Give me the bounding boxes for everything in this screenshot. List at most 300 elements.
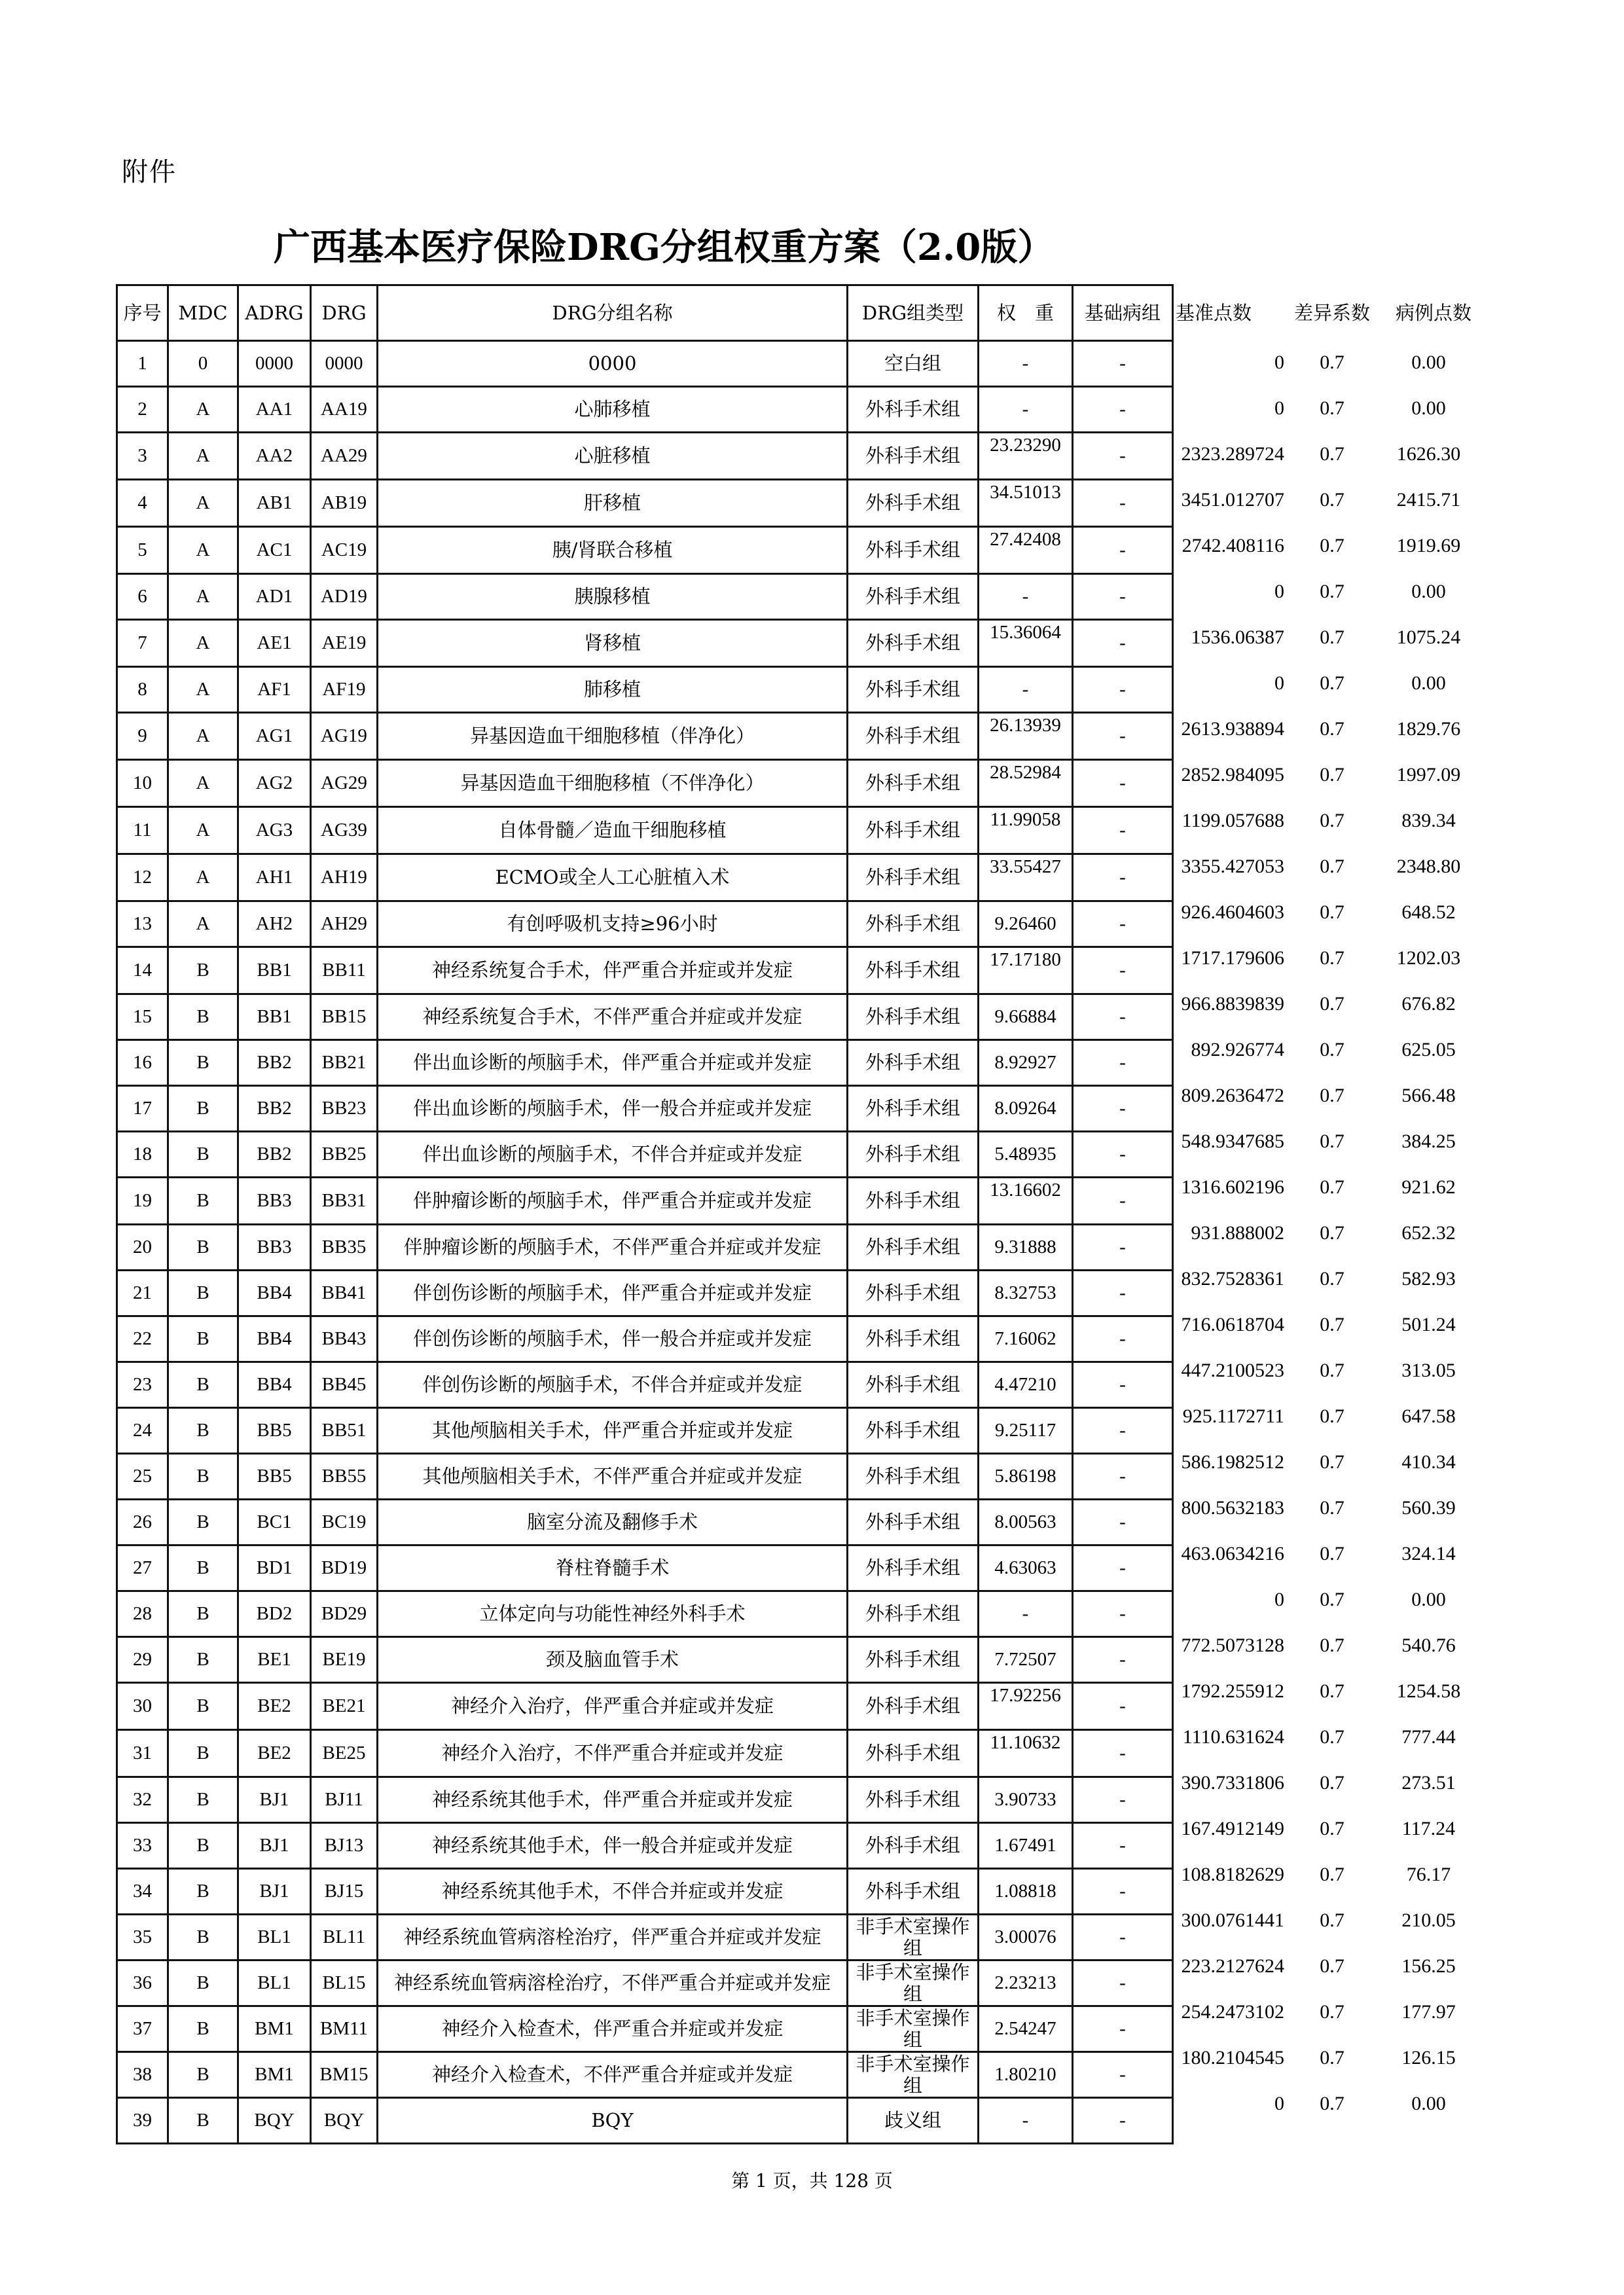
cell-base-points: 716.0618704 bbox=[1181, 1314, 1284, 1335]
table-row bbox=[117, 994, 1173, 1040]
cell-base-group: - bbox=[1073, 1132, 1173, 1178]
cell-case-points: 1626.30 bbox=[1396, 443, 1461, 465]
cell-base-points: 390.7331806 bbox=[1181, 1772, 1284, 1794]
cell-case-points: 156.25 bbox=[1401, 1955, 1456, 1977]
cell-base-group: - bbox=[1073, 1730, 1173, 1777]
header-drg: DRG bbox=[311, 285, 378, 341]
cell-weight: 34.51013 bbox=[979, 480, 1073, 527]
cell-base-points: 966.8839839 bbox=[1181, 993, 1284, 1015]
cell-base-group: - bbox=[1073, 1637, 1173, 1683]
cell-base-group: - bbox=[1073, 807, 1173, 854]
cell-case-points: 313.05 bbox=[1401, 1360, 1456, 1381]
cell-base-points: 167.4912149 bbox=[1181, 1818, 1284, 1839]
cell-name: BQY bbox=[378, 2098, 848, 2144]
cell-mdc: B bbox=[168, 1545, 238, 1591]
cell-type: 外科手术组 bbox=[848, 667, 979, 713]
cell-base-group: - bbox=[1073, 1225, 1173, 1271]
cell-drg: 0000 bbox=[311, 341, 378, 387]
cell-type: 非手术室操作组 bbox=[848, 1915, 979, 1961]
outside-row bbox=[1172, 340, 1499, 386]
cell-base-group: - bbox=[1073, 947, 1173, 994]
cell-case-points: 273.51 bbox=[1401, 1772, 1456, 1794]
table-row bbox=[117, 901, 1173, 947]
cell-base-group: - bbox=[1073, 2098, 1173, 2144]
cell-drg: BB15 bbox=[311, 994, 378, 1040]
cell-diff-coef: 0.7 bbox=[1320, 443, 1344, 465]
cell-drg: BB41 bbox=[311, 1271, 378, 1316]
cell-drg: BE21 bbox=[311, 1683, 378, 1730]
cell-drg: BQY bbox=[311, 2098, 378, 2144]
cell-base-points: 586.1982512 bbox=[1181, 1451, 1284, 1473]
cell-seq: 27 bbox=[117, 1545, 168, 1591]
table-row bbox=[117, 2006, 1173, 2052]
cell-mdc: B bbox=[168, 994, 238, 1040]
cell-seq: 7 bbox=[117, 620, 168, 667]
cell-drg: BM15 bbox=[311, 2052, 378, 2098]
cell-diff-coef: 0.7 bbox=[1320, 1360, 1344, 1381]
cell-type: 外科手术组 bbox=[848, 527, 979, 574]
cell-weight: 3.90733 bbox=[979, 1777, 1073, 1823]
cell-adrg: BE1 bbox=[238, 1637, 311, 1683]
cell-name: 伴肿瘤诊断的颅脑手术，不伴严重合并症或并发症 bbox=[378, 1225, 848, 1271]
cell-drg: BB25 bbox=[311, 1132, 378, 1178]
table-row bbox=[117, 1591, 1173, 1637]
outside-row bbox=[1172, 1806, 1499, 1852]
cell-name: 异基因造血干细胞移植（伴净化） bbox=[378, 713, 848, 760]
cell-weight: 9.26460 bbox=[979, 901, 1073, 947]
cell-name: 胰腺移植 bbox=[378, 574, 848, 620]
cell-weight: 9.31888 bbox=[979, 1225, 1073, 1271]
cell-base-points: 254.2473102 bbox=[1181, 2001, 1284, 2023]
outside-row bbox=[1172, 844, 1499, 890]
cell-base-group: - bbox=[1073, 1408, 1173, 1454]
cell-name: 伴出血诊断的颅脑手术，伴一般合并症或并发症 bbox=[378, 1086, 848, 1132]
cell-adrg: BB2 bbox=[238, 1132, 311, 1178]
cell-base-points: 0 bbox=[1274, 581, 1284, 602]
cell-name: ECMO或全人工心脏植入术 bbox=[378, 854, 848, 901]
cell-mdc: B bbox=[168, 947, 238, 994]
cell-base-group: - bbox=[1073, 433, 1173, 480]
cell-mdc: A bbox=[168, 760, 238, 807]
cell-adrg: BC1 bbox=[238, 1500, 311, 1545]
cell-type: 外科手术组 bbox=[848, 480, 979, 527]
outside-row bbox=[1172, 1943, 1499, 1989]
cell-weight: 7.72507 bbox=[979, 1637, 1073, 1683]
cell-seq: 36 bbox=[117, 1961, 168, 2006]
cell-base-group: - bbox=[1073, 574, 1173, 620]
cell-adrg: BB5 bbox=[238, 1408, 311, 1454]
cell-adrg: BB5 bbox=[238, 1454, 311, 1500]
cell-base-group: - bbox=[1073, 1591, 1173, 1637]
cell-base-group: - bbox=[1073, 760, 1173, 807]
cell-diff-coef: 0.7 bbox=[1320, 1268, 1344, 1290]
cell-drg: AE19 bbox=[311, 620, 378, 667]
outside-row bbox=[1172, 890, 1499, 935]
cell-adrg: BD1 bbox=[238, 1545, 311, 1591]
table-row bbox=[117, 2098, 1173, 2144]
cell-base-points: 548.9347685 bbox=[1181, 1130, 1284, 1152]
cell-type: 外科手术组 bbox=[848, 387, 979, 433]
outside-row bbox=[1172, 1852, 1499, 1898]
cell-base-group: - bbox=[1073, 1869, 1173, 1915]
cell-case-points: 410.34 bbox=[1401, 1451, 1456, 1473]
cell-type: 外科手术组 bbox=[848, 1683, 979, 1730]
cell-type: 外科手术组 bbox=[848, 1730, 979, 1777]
cell-adrg: BB4 bbox=[238, 1271, 311, 1316]
cell-weight: 1.80210 bbox=[979, 2052, 1073, 2098]
cell-adrg: BB4 bbox=[238, 1362, 311, 1408]
cell-drg: BB31 bbox=[311, 1178, 378, 1225]
cell-mdc: B bbox=[168, 1683, 238, 1730]
cell-case-points: 0.00 bbox=[1411, 397, 1446, 419]
cell-drg: AG29 bbox=[311, 760, 378, 807]
cell-type: 外科手术组 bbox=[848, 1500, 979, 1545]
table-row bbox=[117, 1040, 1173, 1086]
cell-weight: 9.66884 bbox=[979, 994, 1073, 1040]
cell-adrg: BB4 bbox=[238, 1316, 311, 1362]
cell-diff-coef: 0.7 bbox=[1320, 1085, 1344, 1106]
cell-name: 肝移植 bbox=[378, 480, 848, 527]
outside-row bbox=[1172, 1165, 1499, 1210]
table-row bbox=[117, 854, 1173, 901]
cell-mdc: B bbox=[168, 1362, 238, 1408]
cell-diff-coef: 0.7 bbox=[1320, 397, 1344, 419]
outside-row bbox=[1172, 1669, 1499, 1714]
outside-header-row bbox=[1172, 284, 1499, 340]
cell-case-points: 676.82 bbox=[1401, 993, 1456, 1015]
cell-weight: 17.17180 bbox=[979, 947, 1073, 994]
cell-adrg: BB3 bbox=[238, 1225, 311, 1271]
cell-name: 颈及脑血管手术 bbox=[378, 1637, 848, 1683]
cell-base-points: 108.8182629 bbox=[1181, 1864, 1284, 1885]
outside-row bbox=[1172, 981, 1499, 1027]
cell-drg: BB55 bbox=[311, 1454, 378, 1500]
outside-row bbox=[1172, 1623, 1499, 1669]
header-base-group: 基础病组 bbox=[1073, 285, 1173, 341]
cell-seq: 8 bbox=[117, 667, 168, 713]
cell-base-points: 0 bbox=[1274, 1589, 1284, 1610]
cell-drg: AH29 bbox=[311, 901, 378, 947]
cell-case-points: 0.00 bbox=[1411, 672, 1446, 694]
cell-name: 神经介入治疗，不伴严重合并症或并发症 bbox=[378, 1730, 848, 1777]
cell-base-points: 931.888002 bbox=[1191, 1222, 1284, 1244]
cell-mdc: B bbox=[168, 2006, 238, 2052]
cell-case-points: 0.00 bbox=[1411, 1589, 1446, 1610]
cell-base-points: 832.7528361 bbox=[1181, 1268, 1284, 1290]
cell-type: 外科手术组 bbox=[848, 901, 979, 947]
cell-mdc: B bbox=[168, 1591, 238, 1637]
cell-type: 外科手术组 bbox=[848, 620, 979, 667]
cell-seq: 32 bbox=[117, 1777, 168, 1823]
cell-mdc: B bbox=[168, 1777, 238, 1823]
cell-seq: 1 bbox=[117, 341, 168, 387]
cell-seq: 33 bbox=[117, 1823, 168, 1869]
cell-adrg: AE1 bbox=[238, 620, 311, 667]
cell-base-group: - bbox=[1073, 1178, 1173, 1225]
cell-seq: 28 bbox=[117, 1591, 168, 1637]
table-header-row bbox=[117, 285, 1173, 341]
cell-seq: 5 bbox=[117, 527, 168, 574]
cell-base-points: 3451.012707 bbox=[1181, 489, 1284, 511]
table-row bbox=[117, 1683, 1173, 1730]
table-row bbox=[117, 1730, 1173, 1777]
cell-seq: 19 bbox=[117, 1178, 168, 1225]
cell-weight: 1.08818 bbox=[979, 1869, 1073, 1915]
table-row bbox=[117, 1408, 1173, 1454]
table-row bbox=[117, 1132, 1173, 1178]
cell-drg: AG19 bbox=[311, 713, 378, 760]
outside-row bbox=[1172, 1119, 1499, 1165]
cell-case-points: 1919.69 bbox=[1396, 535, 1461, 556]
cell-base-group: - bbox=[1073, 1545, 1173, 1591]
cell-case-points: 126.15 bbox=[1401, 2047, 1456, 2069]
cell-base-group: - bbox=[1073, 387, 1173, 433]
cell-diff-coef: 0.7 bbox=[1320, 1451, 1344, 1473]
cell-adrg: AF1 bbox=[238, 667, 311, 713]
cell-drg: BB43 bbox=[311, 1316, 378, 1362]
cell-mdc: B bbox=[168, 1637, 238, 1683]
cell-diff-coef: 0.7 bbox=[1320, 1818, 1344, 1839]
cell-diff-coef: 0.7 bbox=[1320, 764, 1344, 786]
outside-row bbox=[1172, 1439, 1499, 1485]
cell-weight: 3.00076 bbox=[979, 1915, 1073, 1961]
cell-weight: 23.23290 bbox=[979, 433, 1073, 480]
cell-case-points: 324.14 bbox=[1401, 1543, 1456, 1564]
cell-type: 外科手术组 bbox=[848, 1132, 979, 1178]
cell-seq: 26 bbox=[117, 1500, 168, 1545]
cell-base-points: 223.2127624 bbox=[1181, 1955, 1284, 1977]
cell-weight: 8.92927 bbox=[979, 1040, 1073, 1086]
outside-row bbox=[1172, 1027, 1499, 1073]
cell-diff-coef: 0.7 bbox=[1320, 2001, 1344, 2023]
cell-base-group: - bbox=[1073, 1961, 1173, 2006]
cell-weight: 8.09264 bbox=[979, 1086, 1073, 1132]
table-row bbox=[117, 1316, 1173, 1362]
cell-adrg: AA1 bbox=[238, 387, 311, 433]
cell-adrg: AB1 bbox=[238, 480, 311, 527]
cell-weight: 8.00563 bbox=[979, 1500, 1073, 1545]
cell-seq: 4 bbox=[117, 480, 168, 527]
table-row bbox=[117, 667, 1173, 713]
cell-base-points: 2742.408116 bbox=[1182, 535, 1284, 556]
cell-diff-coef: 0.7 bbox=[1320, 856, 1344, 877]
drg-weight-table bbox=[116, 284, 1174, 2144]
cell-type: 外科手术组 bbox=[848, 1869, 979, 1915]
cell-case-points: 582.93 bbox=[1401, 1268, 1456, 1290]
cell-drg: BD29 bbox=[311, 1591, 378, 1637]
outside-row bbox=[1172, 1577, 1499, 1623]
cell-base-points: 3355.427053 bbox=[1181, 856, 1284, 877]
cell-adrg: BB1 bbox=[238, 994, 311, 1040]
cell-adrg: 0000 bbox=[238, 341, 311, 387]
cell-name: 自体骨髓／造血干细胞移植 bbox=[378, 807, 848, 854]
cell-name: 神经介入治疗，伴严重合并症或并发症 bbox=[378, 1683, 848, 1730]
cell-drg: AB19 bbox=[311, 480, 378, 527]
cell-base-points: 0 bbox=[1274, 2093, 1284, 2114]
table-row bbox=[117, 1271, 1173, 1316]
cell-case-points: 652.32 bbox=[1401, 1222, 1456, 1244]
outside-row bbox=[1172, 615, 1499, 660]
cell-diff-coef: 0.7 bbox=[1320, 1909, 1344, 1931]
cell-diff-coef: 0.7 bbox=[1320, 626, 1344, 648]
cell-diff-coef: 0.7 bbox=[1320, 1543, 1344, 1564]
cell-name: 立体定向与功能性神经外科手术 bbox=[378, 1591, 848, 1637]
cell-base-group: - bbox=[1073, 901, 1173, 947]
cell-base-points: 463.0634216 bbox=[1181, 1543, 1284, 1564]
cell-name: 神经系统复合手术，不伴严重合并症或并发症 bbox=[378, 994, 848, 1040]
cell-weight: 11.99058 bbox=[979, 807, 1073, 854]
outside-row bbox=[1172, 1485, 1499, 1531]
cell-case-points: 1254.58 bbox=[1396, 1680, 1461, 1702]
table-row bbox=[117, 480, 1173, 527]
table-row bbox=[117, 1637, 1173, 1683]
cell-weight: 9.25117 bbox=[979, 1408, 1073, 1454]
header-adrg: ADRG bbox=[238, 285, 311, 341]
cell-type: 外科手术组 bbox=[848, 1225, 979, 1271]
cell-seq: 11 bbox=[117, 807, 168, 854]
page-footer: 第 1 页，共 128 页 bbox=[731, 2170, 893, 2192]
cell-base-group: - bbox=[1073, 480, 1173, 527]
cell-base-points: 892.926774 bbox=[1191, 1039, 1284, 1060]
table-row bbox=[117, 1545, 1173, 1591]
cell-diff-coef: 0.7 bbox=[1320, 2093, 1344, 2114]
cell-seq: 17 bbox=[117, 1086, 168, 1132]
cell-drg: BB21 bbox=[311, 1040, 378, 1086]
cell-adrg: BQY bbox=[238, 2098, 311, 2144]
cell-weight: - bbox=[979, 387, 1073, 433]
cell-seq: 31 bbox=[117, 1730, 168, 1777]
header-case-points: 病例点数 bbox=[1395, 302, 1471, 324]
header-weight: 权 重 bbox=[979, 285, 1073, 341]
table-row bbox=[117, 2052, 1173, 2098]
cell-weight: 15.36064 bbox=[979, 620, 1073, 667]
cell-base-points: 1792.255912 bbox=[1181, 1680, 1284, 1702]
header-seq: 序号 bbox=[117, 285, 168, 341]
cell-name: 神经系统复合手术，伴严重合并症或并发症 bbox=[378, 947, 848, 994]
cell-name: 心肺移植 bbox=[378, 387, 848, 433]
cell-adrg: BM1 bbox=[238, 2052, 311, 2098]
cell-base-points: 809.2636472 bbox=[1181, 1085, 1284, 1106]
cell-type: 空白组 bbox=[848, 341, 979, 387]
cell-base-group: - bbox=[1073, 1086, 1173, 1132]
cell-mdc: B bbox=[168, 1225, 238, 1271]
cell-diff-coef: 0.7 bbox=[1320, 1497, 1344, 1519]
cell-type: 外科手术组 bbox=[848, 994, 979, 1040]
cell-diff-coef: 0.7 bbox=[1320, 672, 1344, 694]
cell-drg: BJ13 bbox=[311, 1823, 378, 1869]
cell-name: 神经介入检查术，不伴严重合并症或并发症 bbox=[378, 2052, 848, 2098]
cell-weight: 2.23213 bbox=[979, 1961, 1073, 2006]
cell-name: 伴肿瘤诊断的颅脑手术，伴严重合并症或并发症 bbox=[378, 1178, 848, 1225]
cell-drg: AC19 bbox=[311, 527, 378, 574]
cell-base-group: - bbox=[1073, 2052, 1173, 2098]
cell-diff-coef: 0.7 bbox=[1320, 1405, 1344, 1427]
outside-row bbox=[1172, 1714, 1499, 1760]
cell-type: 外科手术组 bbox=[848, 1362, 979, 1408]
outside-row bbox=[1172, 1760, 1499, 1806]
cell-base-points: 2613.938894 bbox=[1181, 718, 1284, 740]
cell-base-group: - bbox=[1073, 527, 1173, 574]
cell-case-points: 839.34 bbox=[1401, 810, 1456, 831]
outside-row bbox=[1172, 752, 1499, 798]
table-row bbox=[117, 341, 1173, 387]
cell-base-points: 926.4604603 bbox=[1181, 901, 1284, 923]
cell-type: 外科手术组 bbox=[848, 760, 979, 807]
cell-name: 神经系统血管病溶栓治疗，不伴严重合并症或并发症 bbox=[378, 1961, 848, 2006]
table-row bbox=[117, 1086, 1173, 1132]
cell-mdc: B bbox=[168, 1178, 238, 1225]
cell-drg: AG39 bbox=[311, 807, 378, 854]
outside-row bbox=[1172, 569, 1499, 615]
cell-mdc: B bbox=[168, 1869, 238, 1915]
cell-base-points: 772.5073128 bbox=[1181, 1635, 1284, 1656]
cell-diff-coef: 0.7 bbox=[1320, 1726, 1344, 1748]
outside-row bbox=[1172, 1394, 1499, 1439]
cell-diff-coef: 0.7 bbox=[1320, 718, 1344, 740]
cell-adrg: BB1 bbox=[238, 947, 311, 994]
table-row bbox=[117, 387, 1173, 433]
cell-case-points: 560.39 bbox=[1401, 1497, 1456, 1519]
cell-case-points: 540.76 bbox=[1401, 1635, 1456, 1656]
cell-drg: BC19 bbox=[311, 1500, 378, 1545]
cell-case-points: 647.58 bbox=[1401, 1405, 1456, 1427]
cell-name: 肺移植 bbox=[378, 667, 848, 713]
cell-weight: 28.52984 bbox=[979, 760, 1073, 807]
header-diff-coef: 差异系数 bbox=[1294, 302, 1371, 324]
cell-type: 非手术室操作组 bbox=[848, 2052, 979, 2098]
cell-name: 伴创伤诊断的颅脑手术，伴一般合并症或并发症 bbox=[378, 1316, 848, 1362]
cell-base-group: - bbox=[1073, 854, 1173, 901]
cell-weight: 5.48935 bbox=[979, 1132, 1073, 1178]
cell-diff-coef: 0.7 bbox=[1320, 1864, 1344, 1885]
cell-drg: AF19 bbox=[311, 667, 378, 713]
outside-row bbox=[1172, 706, 1499, 752]
cell-weight: 33.55427 bbox=[979, 854, 1073, 901]
cell-drg: AA29 bbox=[311, 433, 378, 480]
cell-weight: 27.42408 bbox=[979, 527, 1073, 574]
cell-base-points: 0 bbox=[1274, 672, 1284, 694]
cell-drg: BJ11 bbox=[311, 1777, 378, 1823]
table-row bbox=[117, 1178, 1173, 1225]
outside-row bbox=[1172, 386, 1499, 431]
cell-diff-coef: 0.7 bbox=[1320, 1039, 1344, 1060]
cell-case-points: 1997.09 bbox=[1396, 764, 1461, 786]
cell-base-group: - bbox=[1073, 341, 1173, 387]
outside-row bbox=[1172, 1989, 1499, 2035]
cell-mdc: B bbox=[168, 1271, 238, 1316]
cell-weight: 5.86198 bbox=[979, 1454, 1073, 1500]
cell-diff-coef: 0.7 bbox=[1320, 947, 1344, 969]
cell-base-group: - bbox=[1073, 2006, 1173, 2052]
cell-seq: 30 bbox=[117, 1683, 168, 1730]
cell-drg: BD19 bbox=[311, 1545, 378, 1591]
cell-base-points: 1199.057688 bbox=[1182, 810, 1284, 831]
cell-diff-coef: 0.7 bbox=[1320, 901, 1344, 923]
cell-case-points: 177.97 bbox=[1401, 2001, 1456, 2023]
cell-seq: 12 bbox=[117, 854, 168, 901]
cell-adrg: BL1 bbox=[238, 1961, 311, 2006]
cell-case-points: 501.24 bbox=[1401, 1314, 1456, 1335]
cell-type: 外科手术组 bbox=[848, 713, 979, 760]
cell-weight: 13.16602 bbox=[979, 1178, 1073, 1225]
cell-mdc: A bbox=[168, 574, 238, 620]
cell-drg: BB45 bbox=[311, 1362, 378, 1408]
document-title: 广西基本医疗保险DRG分组权重方案（2.0版） bbox=[274, 226, 1055, 269]
cell-weight: - bbox=[979, 2098, 1073, 2144]
cell-diff-coef: 0.7 bbox=[1320, 1635, 1344, 1656]
outside-row bbox=[1172, 935, 1499, 981]
header-type: DRG组类型 bbox=[848, 285, 979, 341]
